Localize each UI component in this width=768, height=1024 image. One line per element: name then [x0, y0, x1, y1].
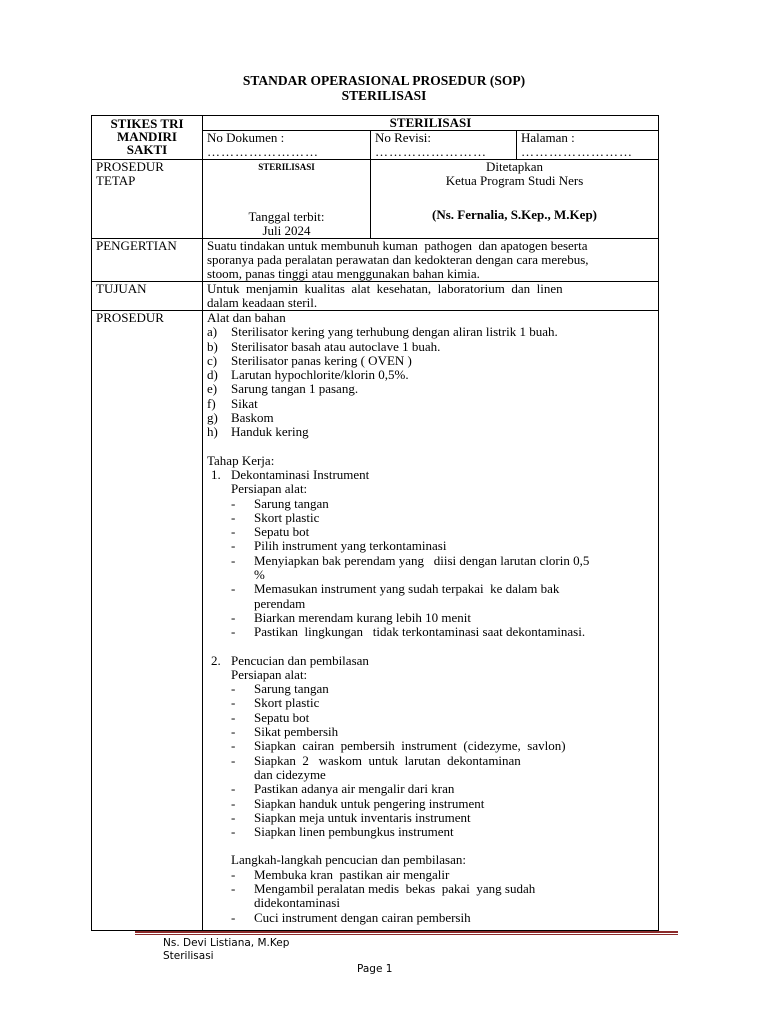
list-marker: -	[231, 495, 236, 511]
list-text: Skort plastic	[254, 695, 320, 711]
list-text: Tahap Kerja:	[207, 452, 275, 468]
dash-item	[207, 625, 654, 639]
pengertian-label: PENGERTIAN	[92, 239, 203, 282]
list-text: Membuka kran pastikan air mengalir	[254, 866, 450, 882]
dash-item	[207, 539, 654, 553]
list-text: Siapkan linen pembungkus instrument	[254, 824, 454, 840]
list-text: Larutan hypochlorite/klorin 0,5%.	[231, 367, 409, 383]
list-marker: -	[231, 681, 236, 697]
tahap-heading	[207, 454, 654, 468]
list-text: Persiapan alat:	[231, 481, 308, 497]
list-text: Sterilisator kering yang terhubung dengan aliran listrik 1 buah.	[231, 324, 558, 340]
persiapan-heading	[207, 482, 654, 496]
list-marker: -	[231, 624, 236, 640]
prosedur-content	[203, 311, 659, 931]
list-marker: -	[231, 738, 236, 754]
list-text: Persiapan alat:	[231, 666, 308, 682]
dash-item	[207, 868, 654, 882]
list-marker: -	[231, 724, 236, 740]
halaman-label: Halaman :	[521, 130, 575, 145]
list-text: Sepatu bot	[254, 709, 310, 725]
alat-heading	[207, 311, 654, 325]
list-text: Sikat pembersih	[254, 724, 339, 740]
dash-item	[207, 597, 654, 611]
dash-item	[207, 882, 654, 896]
list-marker: -	[231, 880, 236, 896]
dash-item	[207, 739, 654, 753]
halaman-dots: ……………………	[521, 144, 633, 159]
institution-line: MANDIRI	[117, 129, 177, 144]
small-title: STERILISASI	[258, 162, 315, 172]
footer-rule	[135, 931, 678, 933]
list-marker: -	[231, 795, 236, 811]
halaman-cell	[517, 131, 659, 160]
no-dokumen-label: No Dokumen :	[207, 130, 285, 145]
alat-item	[207, 340, 654, 354]
list-marker: 1.	[211, 466, 221, 482]
doc-title-line1: STANDAR OPERASIONAL PROSEDUR (SOP)	[242, 73, 526, 88]
dash-item	[207, 811, 654, 825]
list-text: Sarung tangan 1 pasang.	[231, 381, 359, 397]
list-marker: d)	[207, 367, 218, 383]
alat-item	[207, 368, 654, 382]
dash-item	[207, 911, 654, 925]
ketua-label: Ketua Program Studi Ners	[445, 173, 584, 188]
ditetapkan-cell	[371, 160, 659, 239]
prosedur-tetap-label: PROSEDUR	[96, 159, 164, 174]
list-text: Mengambil peralatan medis bekas pakai yang sudah	[254, 880, 536, 896]
dash-item	[207, 896, 654, 910]
dash-item	[207, 497, 654, 511]
list-marker: f)	[207, 395, 216, 411]
dash-item	[207, 568, 654, 582]
list-text: Biarkan merendam kurang lebih 10 menit	[254, 609, 471, 625]
dash-item	[207, 754, 654, 768]
list-text: Langkah-langkah pencucian dan pembilasan:	[231, 852, 466, 868]
list-text: Sikat	[231, 395, 258, 411]
list-marker: -	[231, 866, 236, 882]
list-text: Siapkan handuk untuk pengering instrument	[254, 795, 485, 811]
pengertian-line: Suatu tindakan untuk membunuh kuman pathogen dan apatogen beserta	[207, 238, 588, 253]
prosedur-tetap-label-cell	[92, 160, 203, 239]
tujuan-label: TUJUAN	[92, 282, 203, 311]
list-marker: -	[231, 609, 236, 625]
list-text: Dekontaminasi Instrument	[231, 466, 370, 482]
no-dokumen-cell	[203, 131, 371, 160]
alat-item	[207, 354, 654, 368]
list-text: Siapkan cairan pembersih instrument (cidezyme, savlon)	[254, 738, 566, 754]
list-marker: g)	[207, 410, 218, 426]
no-revisi-dots: ……………………	[375, 144, 487, 159]
list-text: Baskom	[231, 410, 274, 426]
list-marker: e)	[207, 381, 218, 397]
footer-author: Ns. Devi Listiana, M.Kep	[163, 937, 290, 949]
list-marker: -	[231, 752, 236, 768]
no-dokumen-dots: ……………………	[207, 144, 319, 159]
list-text: Sterilisator basah atau autoclave 1 buah.	[231, 338, 441, 354]
footer-subject: Sterilisasi	[163, 950, 214, 962]
ditetapkan-label: Ditetapkan	[485, 159, 544, 174]
dash-item	[207, 782, 654, 796]
pengertian-line: stoom, panas tinggi atau menggunakan bahan kimia.	[207, 266, 480, 281]
list-text: Siapkan meja untuk inventaris instrument	[254, 809, 471, 825]
list-marker: -	[231, 552, 236, 568]
institution-line: SAKTI	[126, 142, 168, 157]
list-marker: -	[231, 581, 236, 597]
alat-item	[207, 425, 654, 439]
dash-item	[207, 682, 654, 696]
tanggal-value: Juli 2024	[262, 223, 311, 238]
list-marker: -	[231, 809, 236, 825]
institution-line: STIKES TRI	[110, 116, 184, 131]
dash-item	[207, 825, 654, 839]
prosedur-tetap-label: TETAP	[96, 173, 136, 188]
list-marker: -	[231, 709, 236, 725]
list-marker: b)	[207, 338, 218, 354]
list-text: Sterilisator panas kering ( OVEN )	[231, 352, 412, 368]
tujuan-text	[203, 282, 659, 311]
list-text: Sepatu bot	[254, 524, 310, 540]
footer-rule-thin	[135, 934, 678, 935]
list-marker: -	[231, 695, 236, 711]
list-text: Handuk kering	[231, 424, 309, 440]
doc-title-cell: STERILISASI	[203, 116, 659, 131]
list-text: Menyiapkan bak perendam yang diisi dengan larutan clorin 0,5	[254, 552, 590, 568]
list-text: Pilih instrument yang terkontaminasi	[254, 538, 447, 554]
dash-item	[207, 797, 654, 811]
list-text: %	[254, 567, 265, 583]
step-title	[207, 654, 654, 668]
list-text: perendam	[254, 595, 306, 611]
doc-title-line2: STERILISASI	[341, 88, 427, 103]
list-text: Sarung tangan	[254, 495, 329, 511]
dash-item	[207, 611, 654, 625]
list-marker: -	[231, 509, 236, 525]
dash-item	[207, 711, 654, 725]
list-marker: -	[231, 909, 236, 925]
list-marker: h)	[207, 424, 218, 440]
dash-item	[207, 725, 654, 739]
dash-item	[207, 554, 654, 568]
pengertian-text	[203, 239, 659, 282]
prosedur-label: PROSEDUR	[92, 311, 203, 931]
list-text: Pastikan lingkungan tidak terkontaminasi saat dekontaminasi.	[254, 624, 586, 640]
footer-page: Page 1	[357, 963, 393, 975]
tanggal-label: Tanggal terbit:	[248, 209, 325, 224]
list-marker: c)	[207, 352, 218, 368]
dash-item	[207, 511, 654, 525]
list-text: Pastikan adanya air mengalir dari kran	[254, 781, 455, 797]
langkah-heading	[207, 853, 654, 867]
tujuan-line: dalam keadaan steril.	[207, 295, 318, 310]
list-marker: a)	[207, 324, 218, 340]
alat-item	[207, 397, 654, 411]
alat-item	[207, 325, 654, 339]
list-marker: -	[231, 781, 236, 797]
dash-item	[207, 696, 654, 710]
spacer	[207, 640, 654, 654]
prosedur-body	[207, 311, 654, 925]
no-revisi-label: No Revisi:	[375, 130, 431, 145]
list-text: Skort plastic	[254, 509, 320, 525]
list-text: dan cidezyme	[254, 766, 326, 782]
sop-table	[91, 115, 659, 931]
list-text: didekontaminasi	[254, 895, 340, 911]
signatory-name: (Ns. Fernalia, S.Kep., M.Kep)	[431, 207, 597, 222]
step-title	[207, 468, 654, 482]
list-marker: -	[231, 524, 236, 540]
alat-item	[207, 382, 654, 396]
list-text: Alat dan bahan	[207, 310, 286, 325]
list-text: Pencucian dan pembilasan	[231, 652, 369, 668]
list-marker: -	[231, 824, 236, 840]
persiapan-heading	[207, 668, 654, 682]
institution-cell	[92, 116, 203, 160]
list-text: Sarung tangan	[254, 681, 329, 697]
dash-item	[207, 768, 654, 782]
list-marker: 2.	[211, 652, 221, 668]
dash-item	[207, 582, 654, 596]
tanggal-cell	[203, 160, 371, 239]
pengertian-line: sporanya pada peralatan perawatan dan kedokteran dengan cara merebus,	[207, 252, 589, 267]
alat-item	[207, 411, 654, 425]
spacer	[207, 839, 654, 853]
list-text: Memasukan instrument yang sudah terpakai ke dalam bak	[254, 581, 560, 597]
spacer	[207, 440, 654, 454]
list-text: Siapkan 2 waskom untuk larutan dekontaminan	[254, 752, 521, 768]
list-text: Cuci instrument dengan cairan pembersih	[254, 909, 471, 925]
tujuan-line: Untuk menjamin kualitas alat kesehatan, laboratorium dan linen	[207, 281, 563, 296]
dash-item	[207, 525, 654, 539]
no-revisi-cell	[371, 131, 517, 160]
list-marker: -	[231, 538, 236, 554]
